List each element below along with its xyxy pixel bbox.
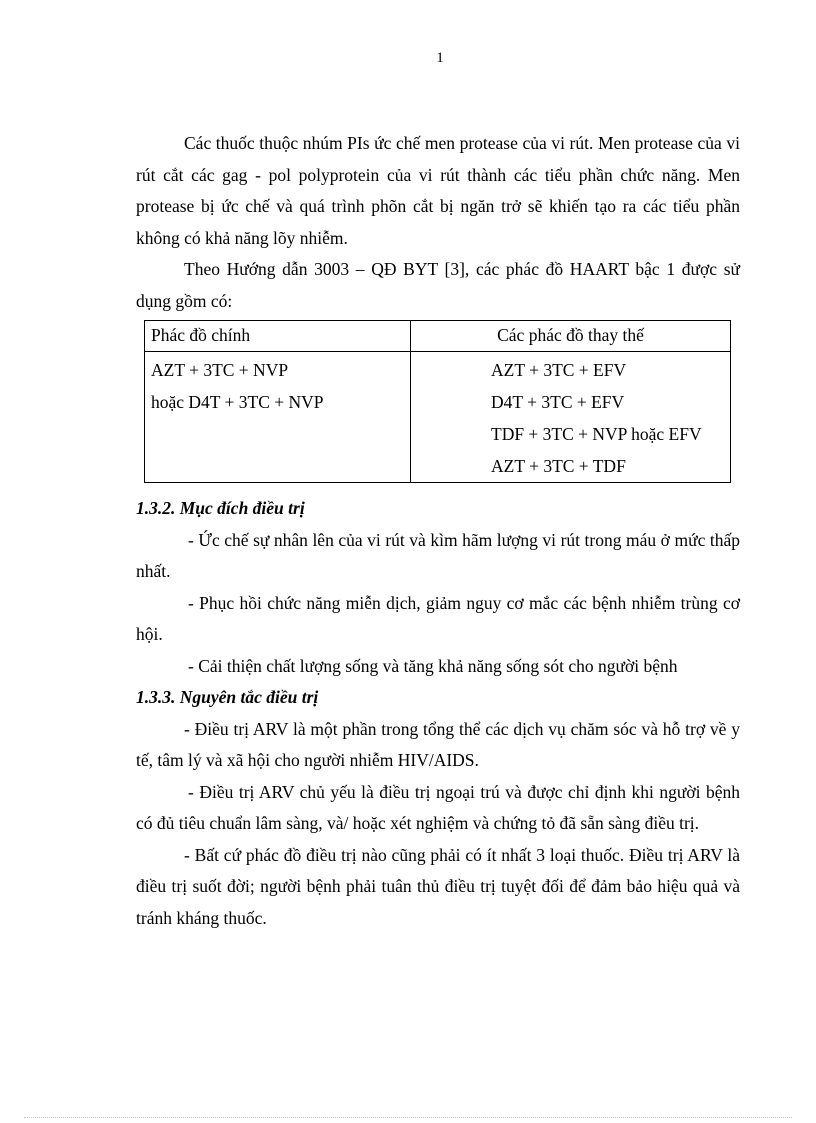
paragraph-haart-guidelines: Theo Hướng dẫn 3003 – QĐ BYT [3], các phác đồ HAART bậc 1 được sử dụng gồm có: <box>136 259 740 311</box>
regimen-item: AZT + 3TC + NVP <box>151 360 289 380</box>
regimen-item: D4T + 3TC + EFV <box>491 392 625 412</box>
table-cell-main-regimens <box>145 352 411 483</box>
document-body <box>136 128 740 934</box>
list-item: - Ức chế sự nhân lên của vi rút và kìm hãm lượng vi rút trong máu ở mức thấp nhất. <box>136 529 740 581</box>
paragraph-protease-inhibitors: Các thuốc thuộc nhúm PIs ức chế men protease của vi rút. Men protease của vi rút cắt các gag - pol polyprotein của vi rút thành các tiểu phần chức năng. Men protease bị ức chế và quá trình phõn cắt bị ngăn trở sẽ khiến tạo ra các tiểu phần không có khả năng lõy nhiễm. <box>136 133 740 248</box>
regimen-item: AZT + 3TC + EFV <box>491 360 627 380</box>
page-bottom-divider <box>24 1117 792 1118</box>
regimen-item: TDF + 3TC + NVP hoặc EFV <box>491 424 702 444</box>
table-header-row <box>145 321 731 352</box>
list-item: - Phục hồi chức năng miễn dịch, giảm nguy cơ mắc các bệnh nhiễm trùng cơ hội. <box>136 592 740 644</box>
list-item: - Điều trị ARV chủ yếu là điều trị ngoại trú và được chỉ định khi người bệnh có đủ tiêu chuẩn lâm sàng, và/ hoặc xét nghiệm và chứng tỏ đã sẵn sàng điều trị. <box>136 781 740 833</box>
list-item: - Cải thiện chất lượng sống và tăng khả năng sống sót cho người bệnh <box>188 655 678 676</box>
table-cell-alternative-regimens <box>411 352 731 483</box>
page-number: 1 <box>436 50 444 66</box>
table-header-main-regimen: Phác đồ chính <box>145 321 411 352</box>
regimen-item: hoặc D4T + 3TC + NVP <box>151 392 324 412</box>
section-heading-treatment-goals: 1.3.2. Mục đích điều trị <box>136 498 305 518</box>
list-item: - Điều trị ARV là một phần trong tổng thể các dịch vụ chăm sóc và hỗ trợ về y tế, tâm lý và xã hội cho người nhiễm HIV/AIDS. <box>136 718 740 770</box>
regimen-table <box>144 320 731 483</box>
table-row <box>145 352 731 483</box>
table-header-alternative-regimens: Các phác đồ thay thế <box>411 321 731 352</box>
list-item: - Bất cứ phác đồ điều trị nào cũng phải có ít nhất 3 loại thuốc. Điều trị ARV là điều trị suốt đời; người bệnh phải tuân thủ điều trị tuyệt đối để đảm bảo hiệu quả và tránh kháng thuốc. <box>136 844 740 928</box>
section-heading-treatment-principles: 1.3.3. Nguyên tắc điều trị <box>136 687 319 707</box>
regimen-item: AZT + 3TC + TDF <box>491 456 626 476</box>
